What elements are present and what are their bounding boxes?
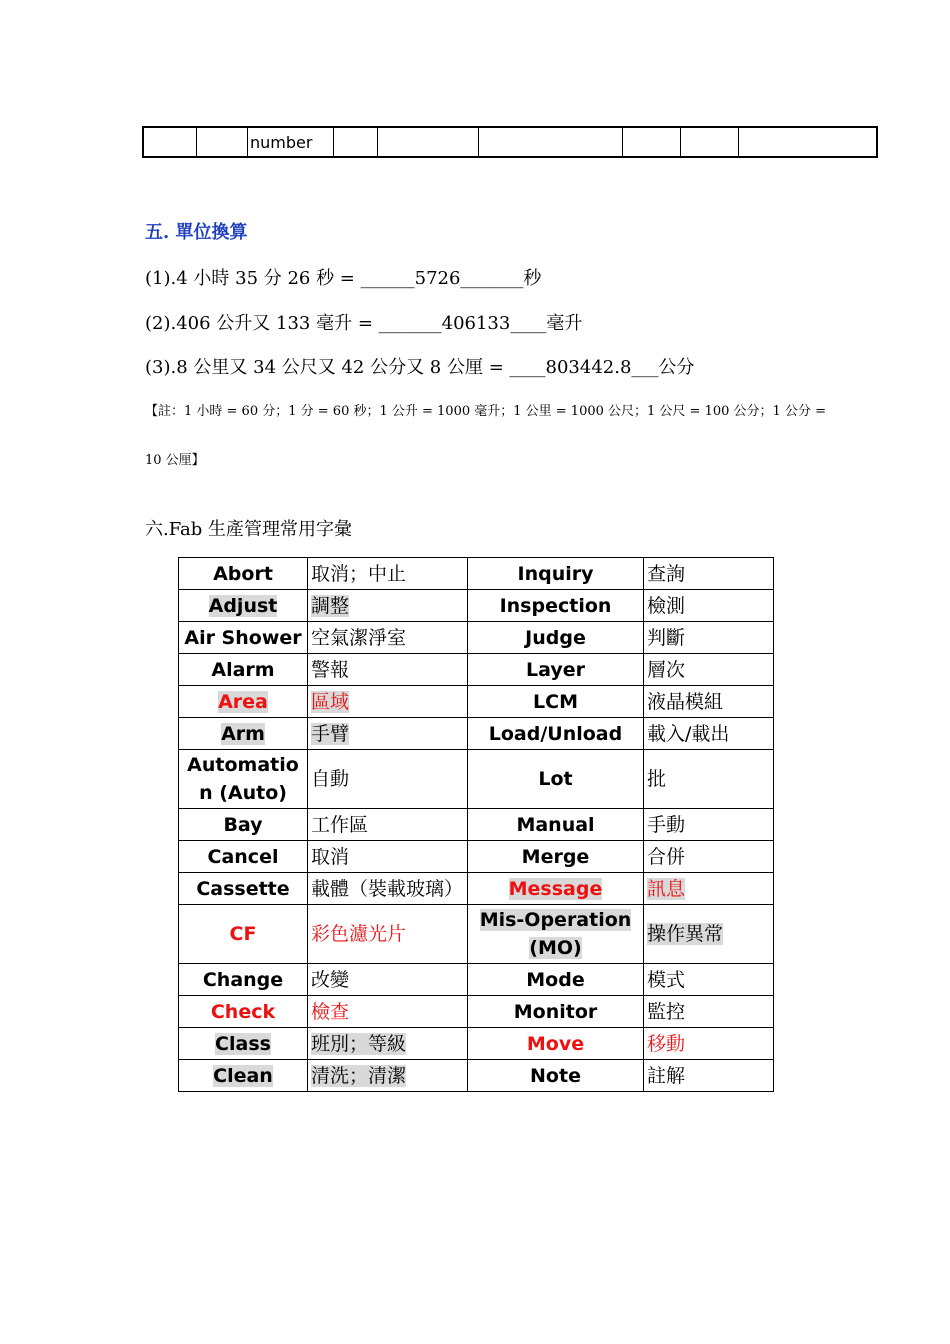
term-zh: 註解 [644,1060,774,1092]
term-zh [308,718,468,750]
term-zh [308,686,468,718]
term-en: Inspection [468,590,644,622]
term-en-text: Area [218,690,268,713]
table-row [179,558,774,590]
term-zh [644,905,774,964]
table-cell [334,127,378,157]
conversion-line-3: (3).8 公里又 34 公尺又 42 公分又 8 公厘 = ____803442.8___公分 [145,357,695,378]
table-row [179,996,774,1028]
term-en: Judge [468,622,644,654]
term-en [179,686,308,718]
term-en: Load/Unload [468,718,644,750]
term-zh-text: 清洗；清潔 [311,1064,407,1087]
term-en [179,718,308,750]
term-en: Check [179,996,308,1028]
term-en: Note [468,1060,644,1092]
term-zh-text: 手臂 [311,722,350,745]
term-zh: 液晶模組 [644,686,774,718]
term-en: Inquiry [468,558,644,590]
term-zh-text: 班別；等級 [311,1032,407,1055]
term-en [468,873,644,905]
table-row [179,841,774,873]
term-zh: 模式 [644,964,774,996]
term-zh: 彩色濾光片 [308,905,468,964]
table-row [179,590,774,622]
term-en-text: Class [215,1032,271,1055]
table-cell: number [248,127,334,157]
vocabulary-table [178,557,774,1092]
term-zh: 手動 [644,809,774,841]
term-zh [308,1028,468,1060]
term-en-text: Message [508,877,603,900]
table-cell [681,127,739,157]
term-en [179,1060,308,1092]
term-en: Automation (Auto) [179,750,308,809]
table-row [143,127,877,157]
term-en: LCM [468,686,644,718]
section-title-unit-conversion: 五. 單位換算 [145,222,248,243]
term-en: Change [179,964,308,996]
table-row [179,905,774,964]
term-en: Monitor [468,996,644,1028]
term-zh [644,873,774,905]
term-zh: 取消；中止 [308,558,468,590]
table-row [179,622,774,654]
term-zh: 取消 [308,841,468,873]
table-row [179,718,774,750]
term-en: Bay [179,809,308,841]
conversion-line-2: (2).406 公升又 133 毫升 = _______406133____毫升 [145,313,583,334]
partial-table [142,126,878,158]
term-en: Move [468,1028,644,1060]
term-zh-text: 操作異常 [647,923,724,945]
term-en: Cancel [179,841,308,873]
term-en-text: Adjust [208,594,278,617]
term-zh: 載體（裝載玻璃） [308,873,468,905]
term-zh [308,1060,468,1092]
term-zh: 檢查 [308,996,468,1028]
table-row [179,1028,774,1060]
term-en [179,590,308,622]
table-row [179,654,774,686]
table-cell [739,127,878,157]
term-en-text: Arm [221,722,265,745]
term-en: Manual [468,809,644,841]
section-title-fab-vocabulary: 六.Fab 生產管理常用字彙 [145,519,352,540]
term-zh [308,590,468,622]
term-zh: 載入/載出 [644,718,774,750]
term-zh: 檢測 [644,590,774,622]
term-en: CF [179,905,308,964]
term-en [468,905,644,964]
term-zh-text: 區域 [311,690,350,713]
table-cell [197,127,248,157]
term-zh: 監控 [644,996,774,1028]
term-zh: 判斷 [644,622,774,654]
table-row [179,750,774,809]
conversion-line-1: (1).4 小時 35 分 26 秒 = ______5726_______秒 [145,268,542,289]
table-row [179,964,774,996]
table-cell [479,127,623,157]
term-zh: 改變 [308,964,468,996]
term-zh: 移動 [644,1028,774,1060]
term-zh: 層次 [644,654,774,686]
term-zh: 合併 [644,841,774,873]
term-en: Air Shower [179,622,308,654]
term-zh: 查詢 [644,558,774,590]
table-cell [623,127,681,157]
term-en [179,1028,308,1060]
term-zh: 批 [644,750,774,809]
term-zh: 自動 [308,750,468,809]
conversion-note-line-1: 【註：1 小時 = 60 分；1 分 = 60 秒；1 公升 = 1000 毫升；1 公里 = 1000 公尺；1 公尺 = 100 公分；1 公分 = [145,404,826,419]
term-zh-text: 調整 [311,594,350,617]
term-zh-text: 訊息 [647,877,686,900]
term-en: Lot [468,750,644,809]
term-en: Merge [468,841,644,873]
table-row [179,809,774,841]
term-en-text: Clean [213,1064,273,1087]
table-row [179,686,774,718]
table-row [179,873,774,905]
term-en: Cassette [179,873,308,905]
table-row [179,1060,774,1092]
term-en: Mode [468,964,644,996]
term-zh: 工作區 [308,809,468,841]
table-cell [143,127,197,157]
term-en-text: Mis-Operation (MO) [479,909,632,959]
term-zh: 空氣潔淨室 [308,622,468,654]
term-en: Abort [179,558,308,590]
term-zh: 警報 [308,654,468,686]
term-en: Alarm [179,654,308,686]
table-cell [378,127,479,157]
conversion-note-line-2: 10 公厘】 [145,453,205,468]
term-en: Layer [468,654,644,686]
